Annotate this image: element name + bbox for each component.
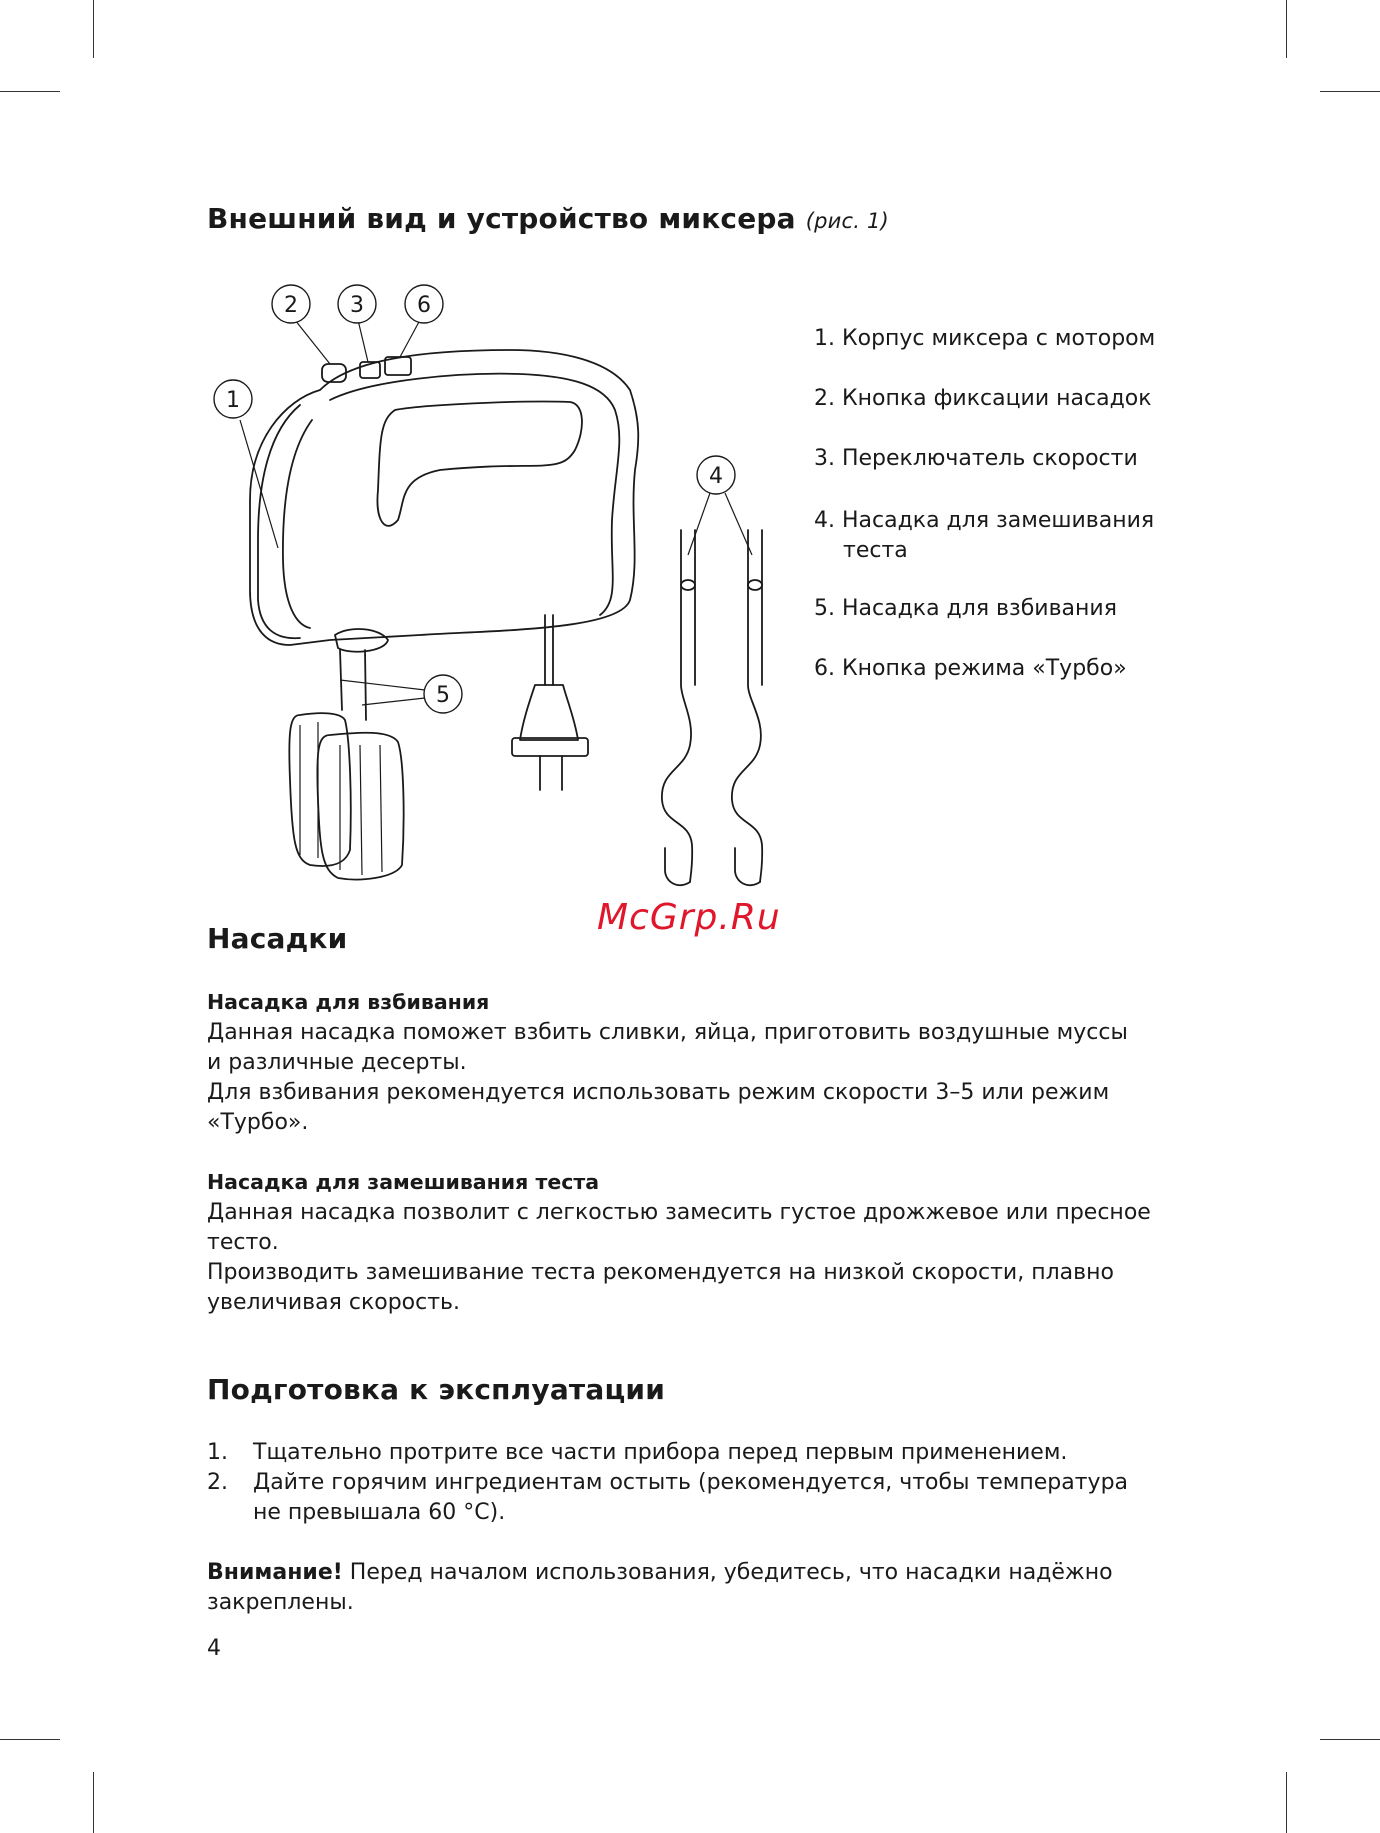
whisk-subtitle: Насадка для взбивания: [207, 990, 490, 1014]
text-line: Тщательно протрите все части прибора перед первым применением.: [253, 1440, 1068, 1465]
power-plug: [520, 685, 578, 740]
mixer-side-panel-inner: [283, 420, 312, 628]
prep-list: [207, 1438, 1128, 1528]
text-line: Данная насадка поможет взбить сливки, яйца, приготовить воздушные муссы: [207, 1020, 1128, 1045]
crop-mark: [0, 1739, 60, 1740]
text-line: Данная насадка позволит с легкостью замесить густое дрожжевое или пресное: [207, 1200, 1151, 1225]
page-number: 4: [207, 1636, 221, 1661]
watermark: McGrp.Ru: [597, 897, 781, 938]
mixer-body-outline: [250, 350, 638, 645]
beater-socket: [335, 629, 388, 652]
legend-item-text: 3. Переключатель скорости: [814, 446, 1138, 471]
text-line: Дайте горячим ингредиентам остыть (рекомендуется, чтобы температура: [253, 1470, 1129, 1495]
text-line: Производить замешивание теста рекомендуется на низкой скорости, плавно: [207, 1260, 1114, 1285]
section-prep-title: Подготовка к эксплуатации: [207, 1373, 666, 1406]
legend-item: [814, 596, 1117, 621]
crop-mark: [1320, 91, 1380, 92]
legend-item-text: 6. Кнопка режима «Турбо»: [814, 656, 1127, 681]
text-line: и различные десерты.: [207, 1050, 467, 1075]
legend-item-text: 5. Насадка для взбивания: [814, 596, 1117, 621]
list-item-number: 2.: [207, 1470, 228, 1495]
crop-mark: [1286, 1772, 1287, 1833]
dough-hook-left: [662, 530, 695, 882]
callout-3: 3: [350, 293, 364, 318]
crop-mark: [93, 1772, 94, 1833]
mixer-body-inner: [330, 374, 619, 615]
list-item: [207, 1438, 1128, 1468]
legend-item-text: 1. Корпус миксера с мотором: [814, 326, 1156, 351]
dough-subtitle: Насадка для замешивания теста: [207, 1170, 600, 1194]
legend-item: [814, 326, 1155, 351]
legend-item: [814, 446, 1138, 471]
legend-item: [814, 656, 1127, 681]
whisk-paragraph: [207, 1018, 1207, 1138]
list-item: [207, 1468, 1128, 1528]
crop-mark: [0, 91, 60, 92]
text-line: «Турбо».: [207, 1110, 309, 1135]
legend-item-text: 2. Кнопка фиксации насадок: [814, 386, 1152, 411]
mixer-figure: [200, 270, 800, 900]
dough-paragraph: [207, 1198, 1207, 1318]
crop-mark: [1320, 1739, 1380, 1740]
callout-2: 2: [284, 293, 298, 318]
text-line: тесто.: [207, 1230, 279, 1255]
text-line: увеличивая скорость.: [207, 1290, 460, 1315]
warning-note: [207, 1558, 1113, 1618]
legend-item: [814, 386, 1152, 411]
warning-text-continuation: закреплены.: [207, 1590, 354, 1615]
legend-item-text: 4. Насадка для замешивания: [814, 508, 1155, 533]
crop-mark: [93, 0, 94, 58]
section-device-title: [207, 202, 889, 235]
text-line: Для взбивания рекомендуется использовать режим скорости 3–5 или режим: [207, 1080, 1110, 1105]
fig-reference: (рис. 1): [805, 209, 889, 233]
warning-text: Перед началом использования, убедитесь, что насадки надёжно: [342, 1560, 1113, 1585]
text-line: не превышала 60 °C).: [253, 1500, 506, 1525]
handle-opening: [377, 402, 582, 526]
dough-hook-right: [732, 530, 762, 882]
callout-6: 6: [417, 293, 431, 318]
callout-1: 1: [226, 388, 240, 413]
warning-label: Внимание!: [207, 1560, 343, 1585]
legend-item: [814, 506, 1154, 566]
crop-mark: [1286, 0, 1287, 58]
section-attachments-title: Насадки: [207, 922, 348, 955]
callout-4: 4: [709, 464, 723, 489]
callout-5: 5: [436, 683, 450, 708]
legend-item-continuation: теста: [843, 538, 908, 563]
device-title-text: Внешний вид и устройство миксера: [207, 202, 796, 235]
list-item-number: 1.: [207, 1440, 228, 1465]
